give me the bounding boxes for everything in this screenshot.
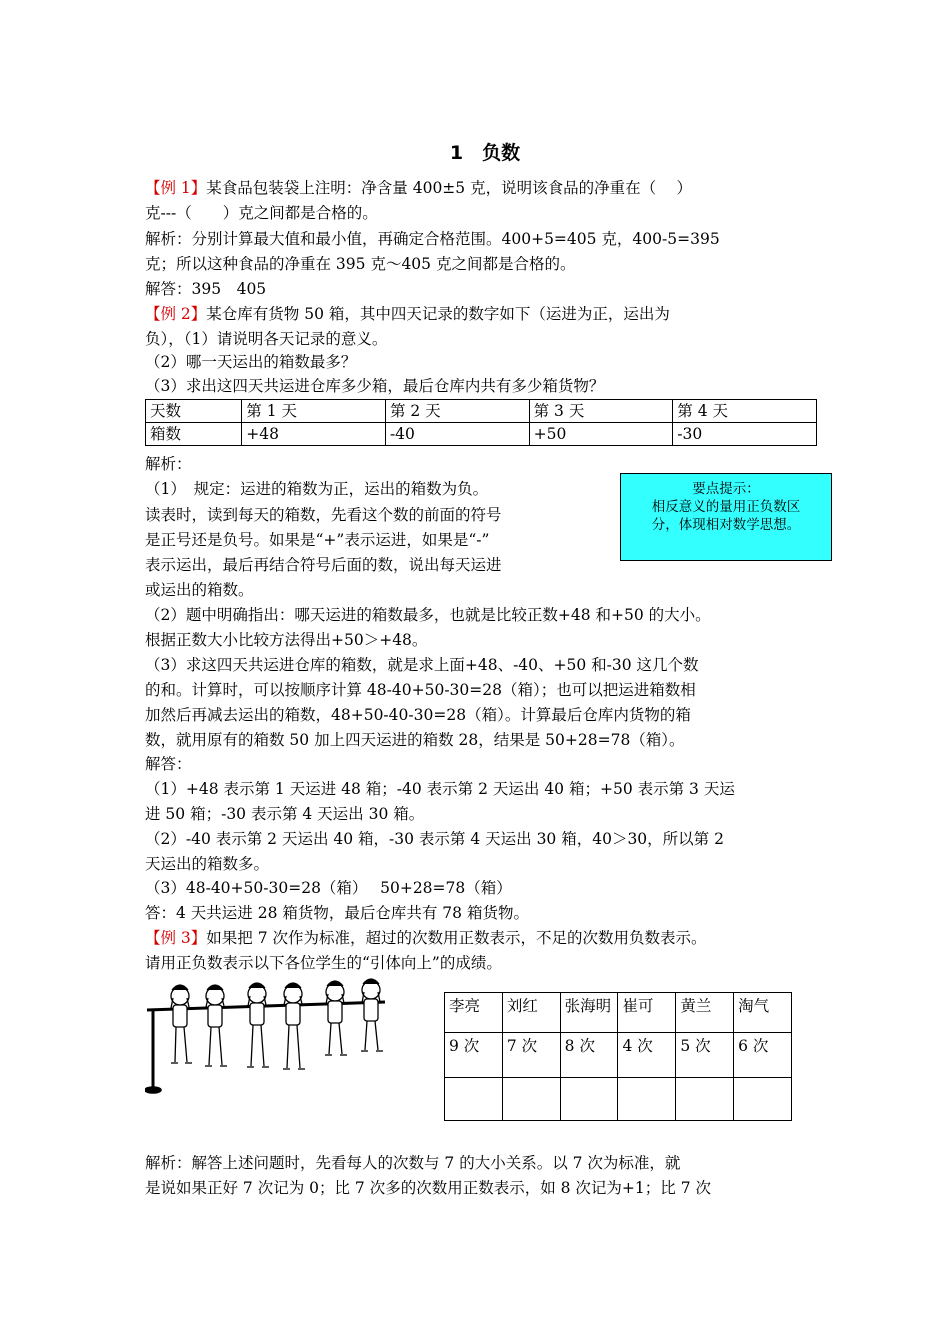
table-cell: 箱数 — [146, 423, 242, 446]
table-row — [445, 1078, 792, 1121]
table-cell: 李亮 — [445, 993, 503, 1033]
page-title: 1 负数 — [449, 142, 521, 164]
example-1-question-line-2: 克---（ ）克之间都是合格的。 — [145, 204, 378, 222]
student-hanging-icon — [205, 985, 227, 1066]
table-cell: +48 — [242, 423, 386, 446]
table-row — [445, 1033, 792, 1078]
student-hanging-icon — [325, 981, 347, 1055]
table-cell: 4 次 — [618, 1033, 676, 1078]
table-cell: 第 4 天 — [673, 400, 817, 423]
pull-up-table — [444, 992, 792, 1121]
table-row — [146, 400, 817, 423]
table-cell: 8 次 — [560, 1033, 618, 1078]
example-2-analysis-label: 解析： — [145, 455, 192, 473]
table-cell: 刘红 — [502, 993, 560, 1033]
example-1-analysis-line-2: 克；所以这种食品的净重在 395 克～405 克之间都是合格的。 — [145, 255, 576, 273]
example-2-answer-label: 解答： — [145, 755, 192, 773]
example-2-question-line-1: 【例 2】某仓库有货物 50 箱，其中四天记录的数字如下（运进为正，运出为 — [145, 305, 670, 323]
analysis-paragraph-line: 数，就用原有的箱数 50 加上四天运进的箱数 28，结果是 50+28=78（箱）。 — [145, 731, 685, 749]
example-3-question-line-1: 【例 3】如果把 7 次作为标准，超过的次数用正数表示，不足的次数用负数表示。 — [145, 929, 707, 947]
table-row — [445, 993, 792, 1033]
answer-line: （1）+48 表示第 1 天运进 48 箱；-40 表示第 2 天运出 40 箱；+50 表示第 3 天运 — [145, 780, 735, 798]
table-cell: 张海明 — [560, 993, 618, 1033]
table-cell: 淘气 — [734, 993, 792, 1033]
table-cell: -40 — [385, 423, 529, 446]
table-cell: 天数 — [146, 400, 242, 423]
table-cell: 第 1 天 — [242, 400, 386, 423]
analysis-paragraph-line: 或运出的箱数。 — [145, 581, 254, 599]
pull-up-bar-illustration — [145, 970, 395, 1095]
example-3-question-line-2: 请用正负数表示以下各位学生的“引体向上”的成绩。 — [145, 954, 502, 972]
table-cell-empty — [734, 1078, 792, 1121]
answer-line: （2）-40 表示第 2 天运出 40 箱，-30 表示第 4 天运出 30 箱，40＞30，所以第 2 — [145, 830, 724, 848]
example-1-answer: 解答：395 405 — [145, 280, 267, 298]
example-3-analysis-line-1: 解析：解答上述问题时，先看每人的次数与 7 的大小关系。以 7 次为标准，就 — [145, 1154, 681, 1172]
boxes-table — [145, 399, 817, 446]
analysis-paragraph-line: 根据正数大小比较方法得出+50＞+48。 — [145, 631, 428, 649]
table-cell: 5 次 — [676, 1033, 734, 1078]
tip-text-line-2: 分，体现相对数学思想。 — [651, 517, 801, 533]
table-cell-empty — [502, 1078, 560, 1121]
table-row — [146, 423, 817, 446]
table-cell: 9 次 — [445, 1033, 503, 1078]
answer-line: 答：4 天共运进 28 箱货物，最后仓库共有 78 箱货物。 — [145, 904, 529, 922]
example-2-question-line-3: （2）哪一天运出的箱数最多？ — [145, 353, 357, 371]
answer-line: 进 50 箱；-30 表示第 4 天运出 30 箱。 — [145, 805, 425, 823]
analysis-paragraph-line: （1） 规定：运进的箱数为正，运出的箱数为负。 — [145, 480, 489, 498]
student-hanging-icon — [247, 983, 269, 1067]
table-cell-empty — [445, 1078, 503, 1121]
table-cell: -30 — [673, 423, 817, 446]
table-cell: 7 次 — [502, 1033, 560, 1078]
example-2-tag: 【例 2】 — [145, 305, 207, 323]
tip-text-line-1: 相反意义的量用正负数区 — [651, 499, 801, 515]
answer-line: 天运出的箱数多。 — [145, 855, 270, 873]
table-cell: 崔可 — [618, 993, 676, 1033]
student-hanging-icon — [171, 985, 192, 1063]
example-1-tag: 【例 1】 — [145, 179, 207, 197]
student-hanging-icon — [283, 983, 305, 1069]
analysis-paragraph-line: 的和。计算时，可以按顺序计算 48-40+50-30=28（箱）；也可以把运进箱数相 — [145, 681, 696, 699]
table-cell: 第 2 天 — [385, 400, 529, 423]
student-hanging-icon — [361, 979, 383, 1051]
analysis-paragraph-line: 表示运出，最后再结合符号后面的数，说出每天运进 — [145, 556, 502, 574]
example-3-analysis-line-2: 是说如果正好 7 次记为 0；比 7 次多的次数用正数表示，如 8 次记为+1；比 7 次 — [145, 1179, 712, 1197]
table-cell: +50 — [529, 423, 673, 446]
example-3-tag: 【例 3】 — [145, 929, 207, 947]
analysis-paragraph-line: （3）求这四天共运进仓库的箱数，就是求上面+48、-40、+50 和-30 这几个数 — [145, 656, 699, 674]
analysis-paragraph-line: 是正号还是负号。如果是“+”表示运进，如果是“-” — [145, 531, 490, 549]
answer-line: （3）48-40+50-30=28（箱） 50+28=78（箱） — [145, 879, 512, 897]
example-2-question-line-4: （3）求出这四天共运进仓库多少箱，最后仓库内共有多少箱货物？ — [145, 377, 605, 395]
analysis-paragraph-line: 读表时，读到每天的箱数，先看这个数的前面的符号 — [145, 506, 502, 524]
analysis-paragraph-line: 加然后再减去运出的箱数，48+50-40-30=28（箱）。计算最后仓库内货物的箱 — [145, 706, 691, 724]
example-1-question-line-1: 【例 1】某食品包装袋上注明：净含量 400±5 克，说明该食品的净重在（ ） — [145, 179, 693, 197]
table-cell-empty — [618, 1078, 676, 1121]
table-cell-empty — [676, 1078, 734, 1121]
analysis-paragraph-line: （2）题中明确指出：哪天运进的箱数最多，也就是比较正数+48 和+50 的大小。 — [145, 606, 711, 624]
table-cell: 第 3 天 — [529, 400, 673, 423]
example-2-question-line-2: 负），（1）请说明各天记录的意义。 — [145, 330, 388, 348]
example-1-analysis-line-1: 解析：分别计算最大值和最小值，再确定合格范围。400+5=405 克，400-5=395 — [145, 230, 720, 248]
tip-title: 要点提示： — [692, 481, 760, 497]
table-cell: 黄兰 — [676, 993, 734, 1033]
table-cell-empty — [560, 1078, 618, 1121]
key-point-tip-box — [620, 473, 832, 561]
table-cell: 6 次 — [734, 1033, 792, 1078]
